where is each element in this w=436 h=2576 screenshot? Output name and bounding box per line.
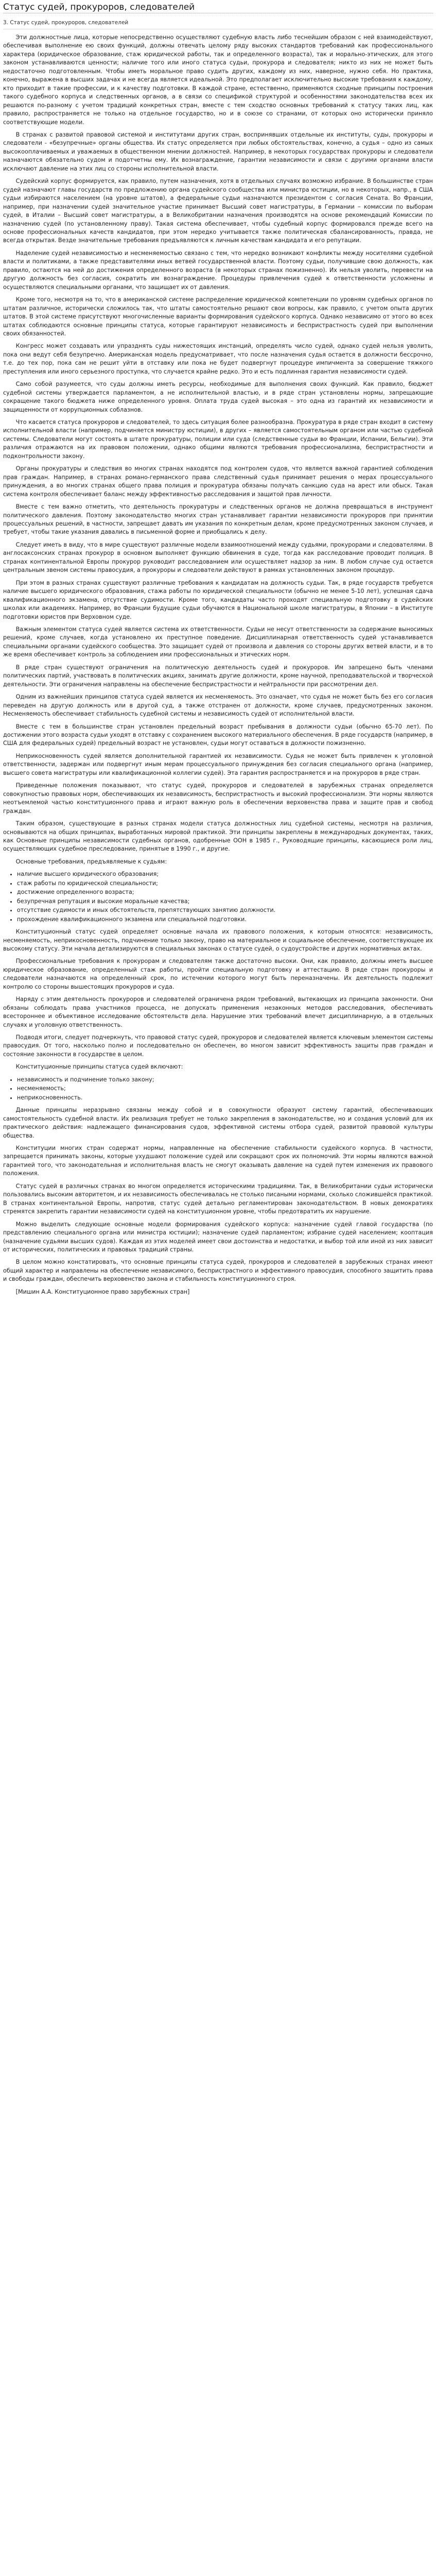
- paragraph: Наряду с этим деятельность прокуроров и следователей ограничена рядом требований, вытекающих из принципа законности. Они обязаны соблюдать права участников процесса, не допускать применения незаконных методов расследования, обеспечивать всестороннее и объективное исследование обстоятельств дела. Нарушение этих требований влечет дисциплинарную, а в отдельных случаях и уголовную ответственность.: [3, 996, 433, 1028]
- paragraph: Конгресс может создавать или упразднять суды нижестоящих инстанций, определять число судей, однако судей нельзя уволить, пока они ведут себя безупречно. Американская модель предусматривает, что после назначения судья остается в должности бессрочно, т.е. до тех пор, пока сам не решит уйти в отставку или пока не будет подвергнут процедуре импичмента за совершение тяжкого преступления или иного серьезного проступка, что случается крайне редко. Это и есть подлинная гарантия независимости судей.: [3, 343, 433, 375]
- list-item: • достижение определенного возраста;: [17, 888, 433, 896]
- article-body: [3, 33, 433, 1296]
- paragraph: Конституционный статус судей определяет основные начала их правового положения, к которым относятся: независимость, несменяемость, неприкосновенность, подчинение только закону, право на материальное и социальное обеспечение, соответствующее их высокому статусу. Эти начала детализируются в специальных законах о статусе судей, о судоустройстве и других нормативных актах.: [3, 928, 433, 952]
- bullet-list: [3, 870, 433, 924]
- paragraph: Что касается статуса прокуроров и следователей, то здесь ситуация более разнообразна. Прокуратура в ряде стран входит в систему исполнительной власти (например, подчиняется министру юстиции), в других – является самостоятельным органом или частью судебной системы. Следователи могут состоять в штате прокуратуры, полиции или суда (следственные судьи во Франции, Испании, Бельгии). Эти различия отражаются на их правовом положении, однако общими являются требования профессионализма, беспристрастности и подконтрольности закону.: [3, 419, 433, 460]
- page-title: Статус судей, прокуроров, следователей: [3, 2, 433, 13]
- paragraph: Неприкосновенность судей является дополнительной гарантией их независимости. Судья не может быть привлечен к уголовной ответственности, задержан или подвергнут иным мерам процессуального принуждения без согласия специального органа (например, высшего совета магистратуры или квалификационной коллегии судей). Эта гарантия распространяется и на прокуроров в ряде стран.: [3, 752, 433, 776]
- paragraph: Кроме того, несмотря на то, что в американской системе распределение юридической компетенции по уровням судебных органов по штатам различное, исторически сложилось так, что штаты самостоятельно решают свои вопросы, как правило, с учетом опыта других штатов. В этой системе присутствуют многочисленные варианты формирования судейского корпуса. Однако независимо от этого во всех штатах соблюдаются основные принципы статуса, которые гарантируют независимость и беспристрастность судей при выполнении своих обязанностей.: [3, 296, 433, 337]
- paragraph: В целом можно констатировать, что основные принципы статуса судей, прокуроров и следователей в зарубежных странах имеют общий характер и направлены на обеспечение независимого, беспристрастного и эффективного правосудия, способного защитить права и свободы граждан, обеспечить верховенство закона и стабильность конституционного строя.: [3, 1259, 433, 1283]
- paragraph: Эти должностные лица, которые непосредственно осуществляют судебную власть либо теснейшим образом с ней взаимодействуют, обеспечивая выполнение ею своих функций, должны отвечать целому ряду высоких стандартов требований как профессионального характера (юридическое образование, стаж юридической работы, так и определенного возраста), так и морально-этических, для этого законом устанавливаются ценности; наличие того или иного статуса судьи, прокурора и следователя; никто из них не может быть недостаточно подготовленным. Чтобы иметь моральное право судить других, каждому из них, наверное, нужно себя. Но практика, конечно, выражена в высших задачах и не всегда является идеальной. Это предполагает исключительно высокие требования к каждому, кто приходит в такие профессии, и к качеству подготовки. В каждой стране, естественно, применяются сходные принципы построения такого судебного корпуса и следственных органов, а в связи со спецификой структурой и особенностями законодательства всех их решаются по-разному с учетом традиций конкретных стран, вместе с тем сходство основных требований к статусу таких лиц, как правило, распространяется не только на отдельное государство, но и в союзе со странами, от которых оно исторически приняло соответствующие модели.: [3, 34, 433, 126]
- paragraph: Приведенные положения показывают, что статус судей, прокуроров и следователей в зарубежных странах определяется совокупностью правовых норм, обеспечивающих их независимость, беспристрастность и высокий профессионализм. Эти нормы являются неотъемлемой частью конституционного права и играют важную роль в обеспечении верховенства права и защите прав и свобод граждан.: [3, 782, 433, 815]
- paragraph: Профессиональные требования к прокурорам и следователям также достаточно высоки. Они, как правило, должны иметь высшее юридическое образование, определенный стаж работы, пройти специальную подготовку и аттестацию. В ряде стран прокуроры и следователи назначаются на определенный срок, по истечении которого могут быть переназначены. Их деятельность подлежит контролю со стороны вышестоящих прокуроров и суда.: [3, 958, 433, 990]
- list-item: • стаж работы по юридической специальности;: [17, 879, 433, 888]
- paragraph: Вместе с тем важно отметить, что деятельность прокуратуры и следственных органов не должна превращаться в инструмент политического давления. Поэтому законодательство многих стран устанавливает гарантии независимости прокуроров при принятии процессуальных решений, в частности, запрещает давать им указания по конкретным делам, кроме предусмотренных законом случаев, и требует, чтобы такие указания давались в письменной форме и приобщались к делу.: [3, 503, 433, 536]
- list-item: • независимость и подчинение только закону;: [17, 1076, 433, 1084]
- paragraph: Органы прокуратуры и следствия во многих странах находятся под контролем судов, что является важной гарантией соблюдения прав граждан. Например, в странах романо-германского права следственный судья принимает решения о мерах процессуального принуждения, а во многих странах общего права полиция и прокуратура обязаны получать санкцию суда на арест или обыск. Такая система контроля обеспечивает баланс между эффективностью расследования и защитой прав личности.: [3, 465, 433, 498]
- source-citation: [Мишин А.А. Конституционное право зарубежных стран]: [15, 1288, 190, 1295]
- paragraph: Таким образом, существующие в разных странах модели статуса должностных лиц судебной системы, несмотря на различия, основываются на общих принципах, выработанных мировой практикой. Эти принципы закреплены в международных документах, таких, как Основные принципы независимости судебных органов, одобренные ООН в 1985 г., Руководящие принципы, касающиеся роли лиц, осуществляющих судебное преследование, принятые в 1990 г., и другие.: [3, 820, 433, 853]
- paragraph: Подводя итоги, следует подчеркнуть, что правовой статус судей, прокуроров и следователей является ключевым элементом системы правосудия. От того, насколько полно и последовательно он обеспечен, во многом зависит эффективность защиты прав граждан и состояние законности в государстве в целом.: [3, 1034, 433, 1058]
- list-item: • наличие высшего юридического образования;: [17, 870, 433, 878]
- paragraph: Одним из важнейших принципов статуса судей является их несменяемость. Это означает, что судья не может быть без его согласия переведен на другую должность или в другой суд, а также отстранен от должности, кроме случаев, предусмотренных законом. Несменяемость обеспечивает стабильность судебной системы и независимость судей от исполнительной власти.: [3, 693, 433, 718]
- paragraph: В ряде стран существуют ограничения на политическую деятельность судей и прокуроров. Им запрещено быть членами политических партий, участвовать в политических акциях, занимать другие должности, кроме научной, преподавательской и творческой деятельности. Эти ограничения направлены на обеспечение беспристрастности и нейтральности при рассмотрении дел.: [3, 664, 433, 688]
- section-heading: 3. Статус судей, прокуроров, следователей: [3, 20, 129, 26]
- paragraph: Само собой разумеется, что суды должны иметь ресурсы, необходимые для выполнения своих функций. Как правило, бюджет судебной системы утверждается парламентом, а не исполнительной властью, и в ряде стран установлены нормы, запрещающие сокращение такого бюджета ниже определенного уровня. Оплата труда судей высокая – это одна из гарантий их независимости и защищенности от коррупционных соблазнов.: [3, 381, 433, 413]
- paragraph: Данные принципы неразрывно связаны между собой и в совокупности образуют систему гарантий, обеспечивающих самостоятельность судебной власти. Их реализация требует не только закрепления в законодательстве, но и создания условий для их практического действия: надлежащего финансирования судов, эффективной системы отбора судей, развитой правовой культуры общества.: [3, 1107, 433, 1139]
- paragraph: Основные требования, предъявляемые к судьям:: [15, 858, 167, 865]
- paragraph: Наделение судей независимостью и несменяемостью связано с тем, что нередко возникают конфликты между носителями судебной власти и политиками, а также представителями иных ветвей государственной власти. Поэтому судьи, получившие свою должность, как правило, остаются на ней до достижения определенного возраста (в некоторых странах пожизненно). Их нельзя уволить, перевести на другую должность без согласия, сократить им вознаграждение. Процедуры привлечения судей к ответственности усложнены и осуществляются специальными органами, что защищает их от давления.: [3, 249, 433, 291]
- paragraph: Следует иметь в виду, что в мире существуют различные модели взаимоотношений между судьями, прокурорами и следователями. В англосаксонских странах прокурор в основном выполняет функцию обвинения в суде, тогда как расследование проводит полиция. В странах континентальной Европы прокурор руководит расследованием или осуществляет надзор за ним. В любом случае суд остается центральным звеном системы правосудия, а прокуроры и следователи действуют в рамках установленных законом процедур.: [3, 541, 433, 574]
- list-item: • неприкосновенность.: [17, 1094, 433, 1102]
- paragraph: Можно выделить следующие основные модели формирования судейского корпуса: назначение судей главой государства (по представлению специального органа или министра юстиции); назначение судей парламентом; избрание судей населением; кооптация (назначение судьями высших судов). Каждая из этих моделей имеет свои достоинства и недостатки, и выбор той или иной из них зависит от исторических, политических и правовых традиций страны.: [3, 1221, 433, 1253]
- paragraph: В странах с развитой правовой системой и институтами других стран, воспринявших отдельные их институты, суды, прокуроры и следователи - «безупречные» органы общества. Их статус определяется при любых обстоятельствах, конечно, а судья – одно из самых высокооплачиваемых и уважаемых в общественном мнении должностей. Например, в некоторых государствах прокуроры и следователи назначаются обязательно судом и подотчетны ему. Их вознаграждение, гарантии независимости и связи с другими органами власти исключают давление на этих лиц со стороны исполнительной власти.: [3, 131, 433, 172]
- list-item: • несменяемость;: [17, 1084, 433, 1093]
- paragraph: Конституции многих стран содержат нормы, направленные на обеспечение стабильности судейского корпуса. В частности, запрещается принимать законы, которые ухудшают положение судей или сокращают срок их полномочий. Эти нормы являются важной гарантией того, что законодательная и исполнительная власть не смогут оказывать давление на судей путем изменения их правового положения.: [3, 1145, 433, 1177]
- paragraph: Важным элементом статуса судей является система их ответственности. Судьи не несут ответственности за содержание выносимых решений, кроме случаев, когда установлено их преступное поведение. Дисциплинарная ответственность судей устанавливается специальными органами судейского сообщества. Это защищает судей от произвола и давления со стороны других ветвей власти, и в то же время обеспечивает контроль за соблюдением ими профессиональных и этических норм.: [3, 626, 433, 658]
- paragraph: Статус судей в различных странах во многом определяется историческими традициями. Так, в Великобритании судьи исторически пользовались высоким авторитетом, и их независимость обеспечивалась не столько писаными нормами, сколько сложившейся практикой. В странах континентальной Европы, напротив, статус судей детально регламентирован законодательством. В новых демократиях стремятся закрепить гарантии независимости судей на конституционном уровне, чтобы предотвратить их нарушение.: [3, 1182, 433, 1215]
- list-item: • безупречная репутация и высокие моральные качества;: [17, 897, 433, 906]
- list-item: • отсутствие судимости и иных обстоятельств, препятствующих занятию должности.: [17, 906, 433, 914]
- paragraph: Вместе с тем в большинстве стран установлен предельный возраст пребывания в должности судьи (обычно 65-70 лет). По достижении этого возраста судьи уходят в отставку с сохранением высокого материального обеспечения. В ряде государств (например, в США для федеральных судей) предельный возраст не установлен, судьи могут оставаться в должности пожизненно.: [3, 723, 433, 747]
- bullet-list: [3, 1076, 433, 1102]
- list-item: • прохождение квалификационного экзамена или специальной подготовки.: [17, 916, 433, 924]
- paragraph: Конституционные принципы статуса судей включают:: [15, 1063, 183, 1071]
- paragraph: Судейский корпус формируется, как правило, путем назначения, хотя в отдельных случаях возможно избрание. В большинстве стран судей назначают главы государств по предложению органа судейского сообщества или министра юстиции, но в некоторых, напр., в США судьи избираются населением (на уровне штатов), а федеральные судьи назначаются президентом с согласия Сената. Во Франции, например, при назначении судей значительное участие принимает Высший совет магистратуры, в Германии – комиссии по выборам судей, в Италии – Высший совет магистратуры, а в Великобритании назначения производятся на основе рекомендаций Комиссии по назначению судей (по установленному праву). Такая система обеспечивает, чтобы судебный корпус формировался прежде всего на основе профессиональных качеств кандидатов, при этом нередко учитывается также политическая сбалансированность, правда, не всегда открытая. Везде значительные требования предъявляются к личным качествам кандидата и его репутации.: [3, 178, 433, 244]
- paragraph: При этом в разных странах существуют различные требования к кандидатам на должность судьи. Так, в ряде государств требуется наличие высшего юридического образования, стажа работы по юридической специальности (обычно не менее 5-10 лет), успешная сдача квалификационного экзамена, отсутствие судимости. Кроме того, кандидаты часто проходят специальную подготовку в судейских школах или академиях. Например, во Франции будущие судьи обучаются в Национальной школе магистратуры, в Японии – в Институте подготовки юристов при Верховном суде.: [3, 579, 433, 620]
